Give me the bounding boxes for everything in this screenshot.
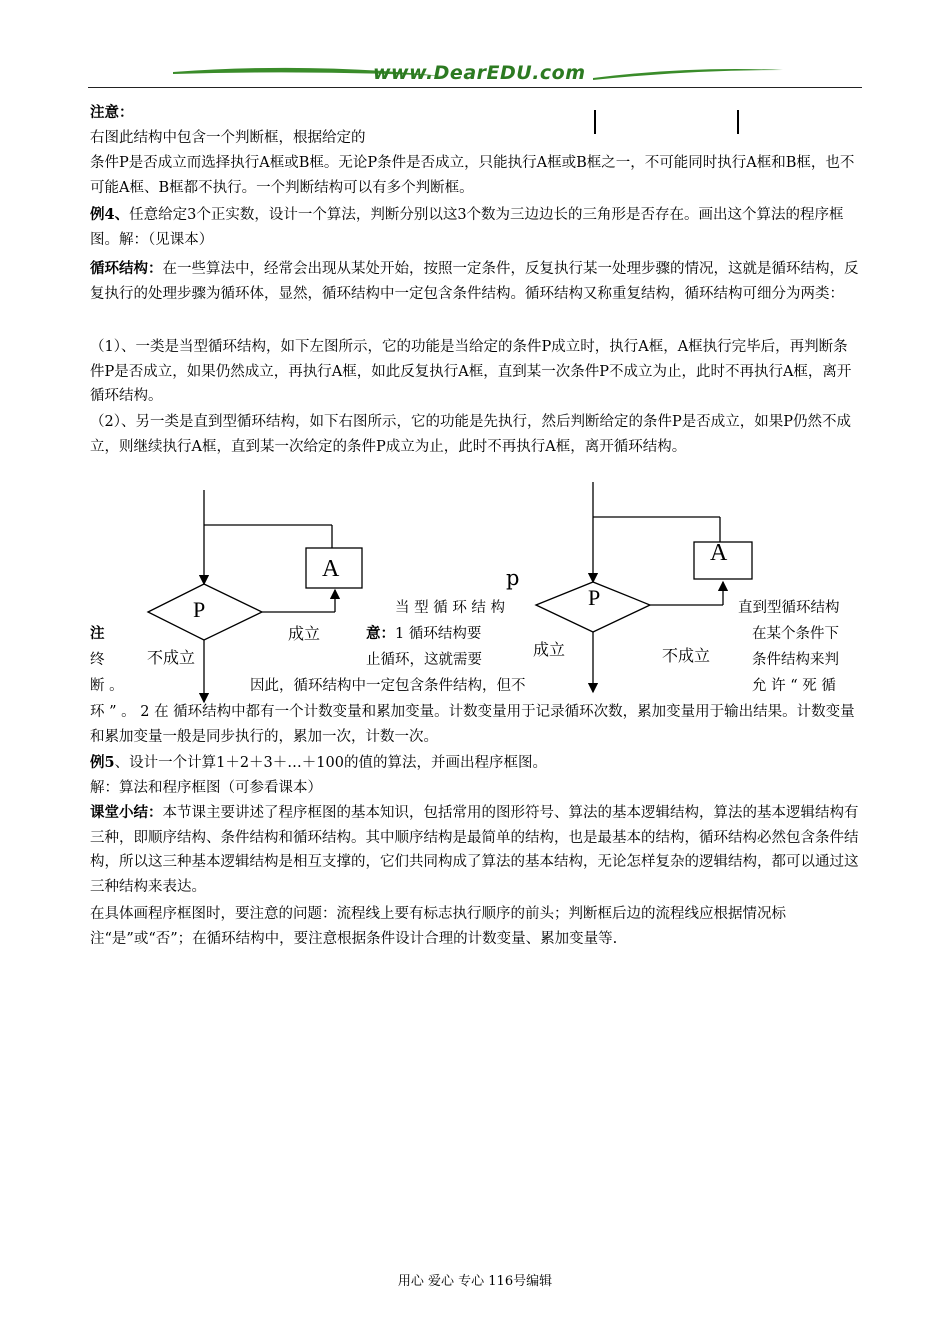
note2-zhi-text: 止循环，这就需要	[366, 652, 482, 668]
note1-line2: 条件P是否成立而选择执行A框或B框。无论P条件是否成立，只能执行A框或B框之一，不可能同时执行A框和B框，也不可能A框、B框都不执行。一个判断结构可以有多个判断框。	[90, 155, 855, 196]
example4-paragraph: 例4、任意给定3个正实数，设计一个算法，判断分别以这3个数为三边边长的三角形是否存在。画出这个算法的程序框图。解：（见课本）	[90, 206, 844, 248]
left-decision-label: P	[193, 597, 206, 622]
caption-until-loop: 直到型循环结构	[738, 600, 840, 616]
caption-while-loop: 当 型 循 环 结 构	[395, 600, 506, 616]
p-letter: p	[506, 566, 520, 590]
page-footer: 用心 爱心 专心 116号编辑	[397, 1274, 553, 1289]
note2-middle-text: 因此，循环结构中一定包含条件结构，但不	[250, 678, 526, 694]
site-logo[interactable]: www.DearEDU.com	[373, 62, 586, 84]
until-loop-diagram	[536, 482, 752, 692]
left-yes-label: 成立	[288, 624, 321, 643]
while-loop-diagram	[148, 490, 362, 702]
note2-right-1: 在某个条件下	[752, 626, 839, 642]
note2-tail-paragraph: 环 ” 。 2 在 循环结构中都有一个计数变量和累加变量。计数变量用于记录循环次数，累加变量用于输出结果。计数变量和累加变量一般是同步执行的，累加一次，计数一次。	[90, 704, 855, 745]
note2-right-2: 条件结构来判	[752, 652, 839, 668]
note2-label-zhu: 注	[90, 625, 105, 642]
loop-intro-paragraph: 循环结构：在一些算法中，经常会出现从某处开始，按照一定条件，反复执行某一处理步骤的情况，这就是循环结构，反复执行的处理步骤为循环体，显然，循环结构中一定包含条件结构。循环结构又称重复结构，循环结构可细分为两类：	[90, 260, 859, 302]
solution5-paragraph: 解：算法和程序框图（可参看课本）	[90, 780, 322, 796]
example5-paragraph: 例5、设计一个计算1＋2＋3＋…＋100的值的算法，并画出程序框图。	[90, 754, 547, 771]
loop-type1-paragraph: （1）、一类是当型循环结构，如下左图所示，它的功能是当给定的条件P成立时，执行A框，A框执行完毕后，再判断条件P是否成立，如果仍然成立，再执行A框，如此反复执行A框，直到某一次条件P不成立为止，此时不再执行A框，离开循环结构。	[90, 339, 852, 404]
right-box-a-label: A	[710, 540, 728, 566]
right-no-label: 不成立	[662, 646, 711, 665]
note2-yi-block: 意：1 循环结构要	[366, 625, 482, 642]
note1-line1: 右图此结构中包含一个判断框，根据给定的	[90, 130, 366, 146]
final-note-paragraph: 在具体画程序框图时，要注意的问题：流程线上要有标志执行顺序的前头；判断框后边的流程线应根据情况标注“是”或“否”；在循环结构中，要注意根据条件设计合理的计数变量、累加变量等.	[90, 906, 786, 947]
note2-duan: 断 。	[90, 678, 124, 694]
right-yes-label: 成立	[533, 640, 566, 659]
summary-paragraph: 课堂小结：本节课主要讲述了程序框图的基本知识，包括常用的图形符号、算法的基本逻辑结构，算法的基本逻辑结构有三种，即顺序结构、条件结构和循环结构。其中顺序结构是最简单的结构，也是最基本的结构，循环结构必然包含条件结构，所以这三种基本逻辑结构是相互支撑的，它们共同构成了算法的基本结构，无论怎样复杂的逻辑结构，都可以通过这三种结构来表达。	[90, 804, 859, 895]
left-box-a-label: A	[322, 556, 340, 582]
note2-zhong: 终	[90, 652, 105, 668]
loop-type2-paragraph: （2）、另一类是直到型循环结构，如下右图所示，它的功能是先执行，然后判断给定的条件P是否成立，如果P仍然不成立，则继续执行A框，直到某一次给定的条件P成立为止，此时不再执行A框，离开循环结构。	[90, 414, 851, 455]
note1-heading: 注意：	[90, 104, 134, 121]
right-decision-label: P	[588, 585, 601, 610]
left-no-label: 不成立	[147, 648, 196, 667]
note2-right-3: 允 许 “ 死 循	[752, 678, 836, 694]
